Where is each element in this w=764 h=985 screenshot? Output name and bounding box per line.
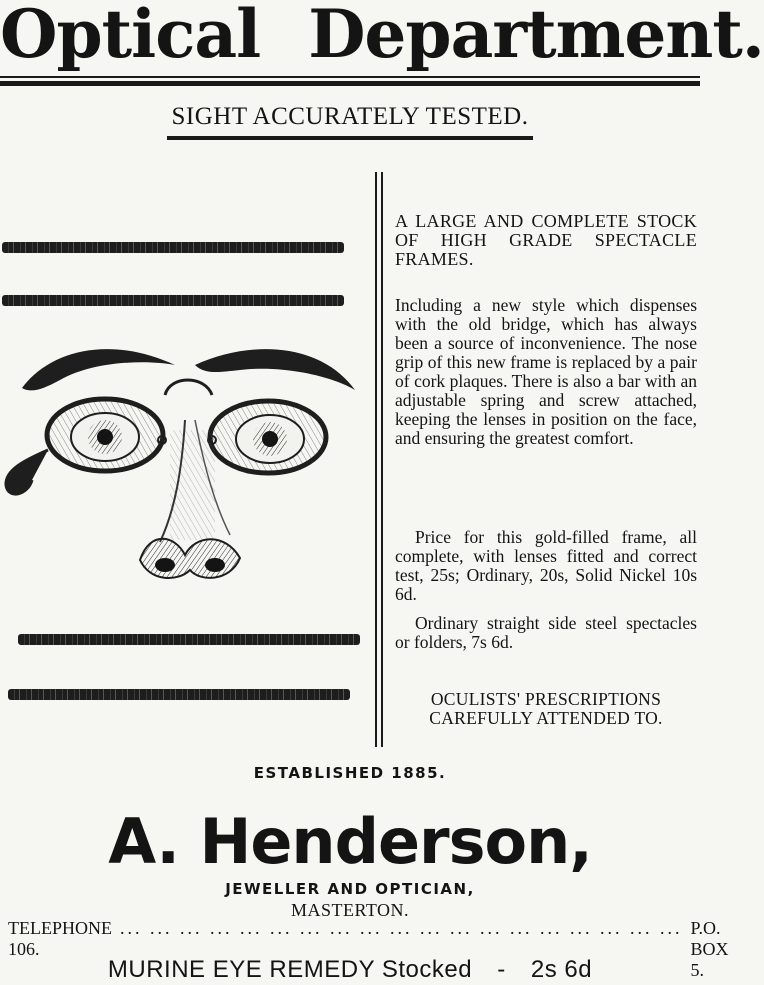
po-box-text: P.O. BOX 5. [690, 918, 729, 980]
prescriptions-note: OCULISTS' PRESCRIPTIONS CAREFULLY ATTENDED TO. [429, 689, 663, 728]
price-paragraph: Price for this gold-filled frame, all complete, with lenses fitted and correct test, 25s; Ordinary, 20s, Solid Nickel 10s 6d. [395, 527, 697, 604]
subtitle: SIGHT ACCURATELY TESTED. [171, 103, 529, 130]
established-line: ESTABLISHED 1885. [253, 764, 447, 782]
title-rule-thin [0, 76, 700, 78]
page-title: Optical Department. [0, 0, 764, 73]
murine-price: 2s 6d [530, 956, 593, 983]
town-line: MASTERTON. [290, 900, 410, 920]
column-divider-left [375, 172, 377, 747]
decorative-bar-1 [2, 242, 344, 253]
decorative-bar-4 [8, 689, 350, 700]
spectacles-face-icon [0, 320, 370, 620]
business-name: A. Henderson, [108, 805, 592, 878]
decorative-bar-2 [2, 295, 344, 306]
telephone-text: TELEPHONE 106. [8, 918, 112, 959]
frame-description: Including a new style which dispenses with the old bridge, which has always been a source of inconvenience. The nose grip of this new frame is replaced by a pair of cork plaques. There is also a bar with an adjustable spring and screw attached, keeping the lenses in position on the face, and ensuring the greatest comfort. [395, 295, 697, 448]
ordinary-spectacles: Ordinary straight side steel spectacles or folders, 7s 6d. [395, 613, 697, 652]
murine-text: MURINE EYE REMEDY Stocked [107, 956, 473, 983]
murine-line [0, 956, 700, 984]
column-divider-right [381, 172, 383, 747]
title-rule-thick [0, 81, 700, 86]
leader-dots: ... ... ... ... ... ... ... ... ... ... ... ... ... ... ... ... ... ... ... [119, 918, 683, 938]
murine-separator: - [497, 956, 506, 983]
decorative-bar-3 [18, 634, 360, 645]
stock-heading: A LARGE AND COMPLETE STOCK OF HIGH GRADE SPECTACLE FRAMES. [395, 211, 697, 269]
subtitle-underline [167, 136, 533, 140]
trade-line: JEWELLER AND OPTICIAN, [225, 880, 475, 898]
